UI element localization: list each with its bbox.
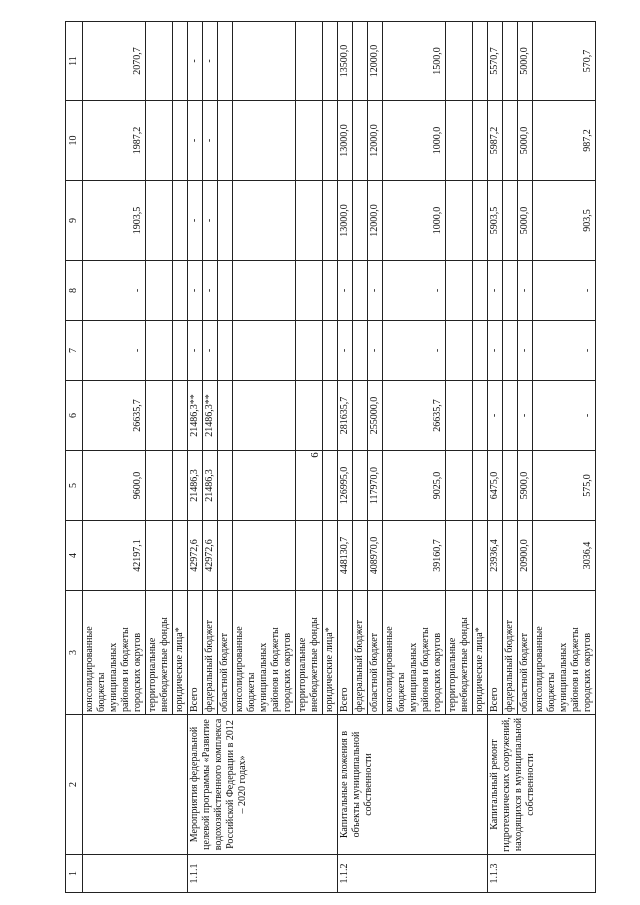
value-cell: 575,0 [533,451,596,521]
value-cell: 42972,6 [203,521,218,591]
value-cell: 5903,5 [488,181,503,261]
value-cell: - [188,181,203,261]
value-cell: 20900,0 [518,521,533,591]
source-cell: федеральный бюджет [503,591,518,715]
cont-name-cell [83,715,188,855]
value-cell: 42197,1 [83,521,146,591]
value-cell: - [83,321,146,381]
value-cell: - [533,261,596,321]
source-cell: консолидированные бюджеты муниципальных районов и бюджеты городских округов [383,591,446,715]
source-cell: Всего [188,591,203,715]
value-cell: 6475,0 [488,451,503,521]
table-row [83,22,146,893]
source-cell: территориальные внебюджетные фонды [296,591,323,715]
source-cell: областной бюджет [368,591,383,715]
page-number: 6 [309,452,321,458]
value-cell: 21486,3** [188,381,203,451]
col-6-header: 6 [66,381,83,451]
value-cell: 21486,3** [203,381,218,451]
activity-name: Мероприятия федеральной целевой программы «Развитие водохозяйственного комплекса Российской Федерации в 2012 – 2020 годах» [188,715,338,855]
value-cell: 2070,7 [83,22,146,101]
value-cell: 1000,0 [383,181,446,261]
col-7-header: 7 [66,321,83,381]
value-cell: 1987,2 [83,101,146,181]
value-cell: 9600,0 [83,451,146,521]
row-number: 1.1.1 [188,855,338,893]
value-cell: 987,2 [533,101,596,181]
source-cell: юридические лица* [473,591,488,715]
source-cell: консолидированные бюджеты муниципальных районов и бюджеты городских округов [533,591,596,715]
value-cell: - [383,321,446,381]
value-cell: - [203,181,218,261]
col-5-header: 5 [66,451,83,521]
value-cell: - [203,261,218,321]
value-cell: 9025,0 [383,451,446,521]
value-cell: 1903,5 [83,181,146,261]
value-cell: 39160,7 [383,521,446,591]
source-cell: Всего [338,591,353,715]
rotated-table-sheet [65,22,593,893]
value-cell: 21486,3 [203,451,218,521]
source-cell: федеральный бюджет [353,591,368,715]
value-cell: - [83,261,146,321]
source-cell: территориальные внебюджетные фонды [446,591,473,715]
col-2-header: 2 [66,715,83,855]
value-cell: 13000,0 [338,101,353,181]
value-cell: 5570,7 [488,22,503,101]
table-row [188,22,203,893]
value-cell: 5000,0 [518,181,533,261]
value-cell: 5000,0 [518,101,533,181]
value-cell: - [533,321,596,381]
value-cell: - [488,261,503,321]
col-11-header: 11 [66,22,83,101]
value-cell: - [518,321,533,381]
source-cell: Всего [488,591,503,715]
value-cell: - [203,321,218,381]
value-cell: 1000,0 [383,101,446,181]
activity-name: Капитальные вложения в объекты муниципальной собственности [338,715,488,855]
source-cell: юридические лица* [323,591,338,715]
value-cell: - [188,321,203,381]
header-row [66,22,83,893]
value-cell: - [188,101,203,181]
source-cell: юридические лица* [173,591,188,715]
col-10-header: 10 [66,101,83,181]
value-cell: 21486,3 [188,451,203,521]
value-cell: - [368,321,383,381]
value-cell: - [488,321,503,381]
value-cell: - [338,321,353,381]
source-cell: областной бюджет [218,591,233,715]
source-cell: областной бюджет [518,591,533,715]
value-cell: 5900,0 [518,451,533,521]
activity-name: Капитальный ремонт гидротехнических сооружений, находящихся в муниципальной собственности [488,715,596,855]
value-cell: - [338,261,353,321]
value-cell: 26635,7 [383,381,446,451]
value-cell: 903,5 [533,181,596,261]
source-cell: консолидированные бюджеты муниципальных районов и бюджеты городских округов [233,591,296,715]
value-cell: - [488,381,503,451]
value-cell: 13000,0 [338,181,353,261]
value-cell: 117970,0 [368,451,383,521]
value-cell: - [203,22,218,101]
row-number: 1.1.2 [338,855,488,893]
col-4-header: 4 [66,521,83,591]
col-1-header: 1 [66,855,83,893]
value-cell: - [188,261,203,321]
value-cell: 13500,0 [338,22,353,101]
table-row [338,22,353,893]
value-cell: 23936,4 [488,521,503,591]
value-cell: - [518,261,533,321]
value-cell: 255000,0 [368,381,383,451]
value-cell: - [368,261,383,321]
value-cell: 12000,0 [368,181,383,261]
value-cell: 126995,0 [338,451,353,521]
value-cell: 42972,6 [188,521,203,591]
value-cell: 1500,0 [383,22,446,101]
table-row [488,22,503,893]
value-cell: - [533,381,596,451]
value-cell: 281635,7 [338,381,353,451]
page [65,22,593,893]
value-cell: 408970,0 [368,521,383,591]
value-cell: - [383,261,446,321]
col-9-header: 9 [66,181,83,261]
value-cell: - [518,381,533,451]
col-8-header: 8 [66,261,83,321]
value-cell: - [188,22,203,101]
value-cell: 12000,0 [368,22,383,101]
source-cell: федеральный бюджет [203,591,218,715]
cont-num-cell [83,855,188,893]
source-cell: консолидированные бюджеты муниципальных районов и бюджеты городских округов [83,591,146,715]
value-cell: - [203,101,218,181]
value-cell: 12000,0 [368,101,383,181]
value-cell: 5000,0 [518,22,533,101]
value-cell: 448130,7 [338,521,353,591]
budget-table [65,21,596,893]
value-cell: 570,7 [533,22,596,101]
value-cell: 3036,4 [533,521,596,591]
value-cell: 5987,2 [488,101,503,181]
source-cell: территориальные внебюджетные фонды [146,591,173,715]
value-cell: 26635,7 [83,381,146,451]
row-number: 1.1.3 [488,855,596,893]
col-3-header: 3 [66,591,83,715]
